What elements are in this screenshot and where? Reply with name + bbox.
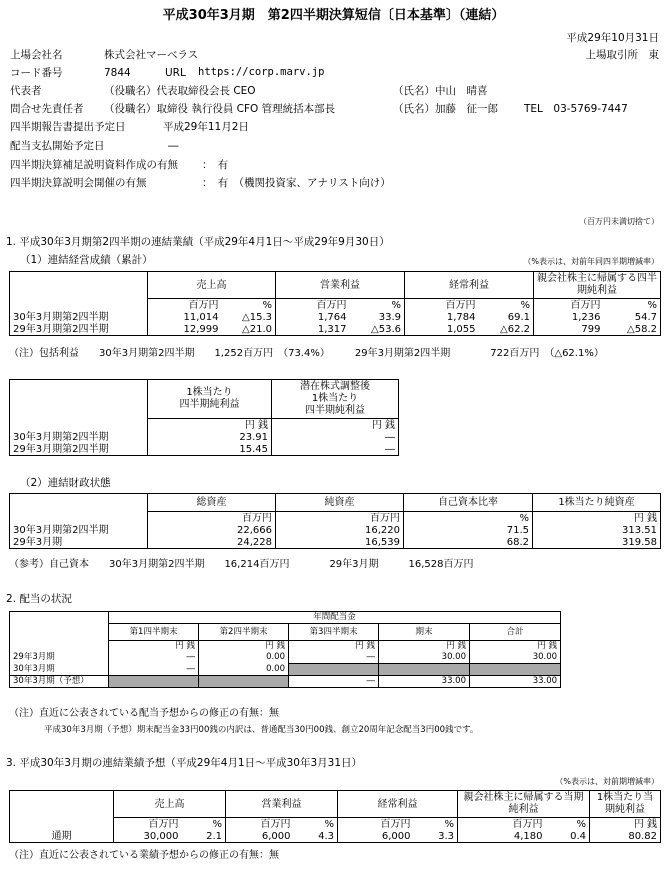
briefing-value: ： 有 （機関投資家、アナリスト向け）	[202, 177, 391, 189]
cell-q3: ―	[289, 652, 379, 664]
cell-eps: 23.91	[148, 431, 272, 443]
cell-ordinary-income: 6,000	[338, 830, 414, 843]
cell-diluted-eps: ―	[272, 443, 399, 456]
header-net-income: 親会社株主に帰属する四半期純利益	[534, 272, 661, 299]
dividend-breakdown-note: 平成30年3月期（予想）期末配当金33円00銭の内訳は、普通配当30円00銭、創立20周年記念配当3円00銭です。	[44, 725, 479, 735]
cell-ordinary-income: 1,784	[405, 311, 479, 323]
header-ordinary-income: 経常利益	[338, 791, 458, 818]
table-row	[10, 443, 399, 456]
document-title: 平成30年3月期 第2四半期決算短信〔日本基準〕（連結）	[162, 8, 505, 23]
unit-percent: %	[222, 299, 276, 312]
cell-ordinary-change: 69.1	[479, 311, 534, 323]
unit-percent: %	[604, 299, 661, 312]
cell-sales: 30,000	[114, 830, 182, 843]
report-date-label: 四半期報告書提出予定日	[10, 121, 126, 133]
stock-exchange: 上場取引所 東	[585, 49, 659, 61]
header-net-income: 親会社株主に帰属する当期純利益	[458, 791, 590, 818]
unit-yen-sen: 円 銭	[533, 512, 661, 525]
cell-net-assets: 16,539	[276, 536, 404, 549]
cell-bps: 313.51	[533, 524, 661, 536]
unit-yen-sen: 円 銭	[470, 641, 561, 653]
col-total: 合計	[470, 624, 561, 641]
dividend-table	[9, 611, 561, 688]
cell-operating-income: 1,764	[276, 311, 350, 323]
cell-total	[470, 664, 561, 676]
unit-mil-yen: 百万円	[405, 299, 479, 312]
unit-percent: %	[479, 299, 534, 312]
supplementary-value: ： 有	[202, 159, 229, 171]
unit-percent: %	[414, 818, 458, 831]
table-row	[10, 323, 661, 336]
cell-sales-change: 2.1	[182, 830, 226, 843]
cell-operating-change: △53.6	[350, 323, 405, 336]
cell-operating-income: 1,317	[276, 323, 350, 336]
cell-q2: 0.00	[199, 664, 289, 676]
cell-operating-change: 33.9	[350, 311, 405, 323]
row-label: 30年3月期（予想）	[10, 676, 109, 688]
unit-yen-sen: 円 銭	[590, 818, 661, 831]
unit-mil-yen: 百万円	[226, 818, 294, 831]
table-row	[10, 652, 561, 664]
table-row	[10, 664, 561, 676]
cell-eps: 80.82	[590, 830, 661, 843]
unit-mil-yen: 百万円	[276, 299, 350, 312]
unit-mil-yen: 百万円	[534, 299, 604, 312]
header-net-assets: 純資産	[276, 494, 404, 512]
unit-yen-sen: 円 銭	[272, 419, 399, 432]
cell-q2: 0.00	[199, 652, 289, 664]
unit-percent: %	[404, 512, 533, 525]
cell-sales-change: △15.3	[222, 311, 276, 323]
cell-net-income: 799	[534, 323, 604, 336]
unit-yen-sen: 円 銭	[109, 641, 199, 653]
cell-q1: ―	[109, 664, 199, 676]
contact-name: （氏名）加藤 征一郎	[393, 103, 498, 115]
section2-heading: 2. 配当の状況	[6, 593, 72, 605]
cell-year-end: 30.00	[379, 652, 470, 664]
equity-reference-note: （参考）自己資本 30年3月期第2四半期 16,214百万円 29年3月期 16,528百万円	[9, 559, 474, 570]
unit-yen-sen: 円 銭	[199, 641, 289, 653]
representative-label: 代表者	[10, 85, 42, 97]
eps-header-line1: 1株当たり	[186, 387, 233, 398]
header-sales: 売上高	[148, 272, 276, 299]
cell-ordinary-income: 1,055	[405, 323, 479, 336]
cell-sales-change: △21.0	[222, 323, 276, 336]
cell-net-change: △58.2	[604, 323, 661, 336]
cell-net-income: 1,236	[534, 311, 604, 323]
unit-yen-sen: 円 銭	[379, 641, 470, 653]
cell-total-assets: 22,666	[148, 524, 276, 536]
operating-results-note: （%表示は、対前年同四半期増減率）	[523, 257, 659, 266]
code-label: コード番号	[10, 67, 63, 79]
unit-mil-yen: 百万円	[148, 512, 276, 525]
cell-total: 33.00	[470, 676, 561, 688]
dividend-revision-note: （注）直近に公表されている配当予想からの修正の有無：無	[9, 708, 279, 719]
diluted-eps-header-line3: 四半期純利益	[305, 405, 365, 416]
cell-total: 30.00	[470, 652, 561, 664]
row-label: 29年3月期第2四半期	[10, 323, 148, 336]
section1-heading: 1. 平成30年3月期第2四半期の連結業績（平成29年4月1日～平成29年9月30日）	[6, 236, 390, 248]
cell-year-end: 33.00	[379, 676, 470, 688]
eps-header-line2: 四半期純利益	[179, 399, 240, 410]
unit-percent: %	[182, 818, 226, 831]
header-bps: 1株当たり純資産	[533, 494, 661, 512]
row-label: 29年3月期第2四半期	[10, 443, 148, 456]
cell-net-assets: 16,220	[276, 524, 404, 536]
cell-net-change: 54.7	[604, 311, 661, 323]
code-value: 7844	[104, 67, 131, 79]
table-row	[10, 311, 661, 323]
diluted-eps-header-line2: 1株当たり	[311, 393, 359, 404]
cell-sales: 11,014	[148, 311, 222, 323]
col-year-end: 期末	[379, 624, 470, 641]
forecast-revision-note: （注）直近に公表されている業績予想からの修正の有無：無	[9, 850, 279, 861]
row-label: 30年3月期第2四半期	[10, 311, 148, 323]
announcement-date: 平成29年10月31日	[566, 32, 659, 44]
cell-eps: 15.45	[148, 443, 272, 456]
header-eps: 1株当たり当期純利益	[590, 791, 661, 818]
cell-q3: ―	[289, 676, 379, 688]
col-q1-end: 第1四半期末	[109, 624, 199, 641]
diluted-eps-header-line1: 潜在株式調整後	[300, 381, 370, 392]
dividend-start-label: 配当支払開始予定日	[10, 140, 105, 152]
header-ordinary-income: 経常利益	[405, 272, 534, 299]
eps-table	[9, 379, 399, 456]
briefing-label: 四半期決算説明会開催の有無	[10, 177, 147, 189]
col-q2-end: 第2四半期末	[199, 624, 289, 641]
cell-operating-change: 4.3	[294, 830, 338, 843]
table-row	[10, 536, 661, 549]
cell-ordinary-change: △62.2	[479, 323, 534, 336]
cell-net-income: 4,180	[458, 830, 546, 843]
report-date-value: 平成29年11月2日	[163, 121, 249, 133]
cell-diluted-eps: ―	[272, 431, 399, 443]
header-operating-income: 営業利益	[226, 791, 338, 818]
cell-q3	[289, 664, 379, 676]
contact-tel: TEL 03-5769-7447	[524, 103, 628, 115]
url-link[interactable]: https://corp.marv.jp	[198, 66, 325, 78]
row-label: 29年3月期	[10, 652, 109, 664]
unit-mil-yen: 百万円	[338, 818, 414, 831]
col-q3-end: 第3四半期末	[289, 624, 379, 641]
header-equity-ratio: 自己資本比率	[404, 494, 533, 512]
row-label: 30年3月期	[10, 664, 109, 676]
header-total-assets: 総資産	[148, 494, 276, 512]
header-sales: 売上高	[114, 791, 226, 818]
cell-q1: ―	[109, 652, 199, 664]
table-row	[10, 431, 399, 443]
forecast-change-note: （%表示は、対前期増減率）	[555, 777, 659, 786]
company-name: 株式会社マーベラス	[104, 49, 199, 61]
unit-mil-yen: 百万円	[114, 818, 182, 831]
row-label: 29年3月期	[10, 536, 148, 549]
unit-mil-yen: 百万円	[458, 818, 546, 831]
supplementary-label: 四半期決算補足説明資料作成の有無	[10, 159, 178, 171]
table-row	[10, 676, 561, 688]
section3-heading: 3. 平成30年3月期の連結業績予想（平成29年4月1日～平成30年3月31日）	[6, 757, 363, 769]
row-label: 通期	[10, 830, 114, 843]
header-operating-income: 営業利益	[276, 272, 405, 299]
table-row	[10, 524, 661, 536]
row-label: 30年3月期第2四半期	[10, 524, 148, 536]
representative-name: （氏名）中山 晴喜	[393, 85, 488, 97]
row-label: 30年3月期第2四半期	[10, 431, 148, 443]
annual-dividend-header: 年間配当金	[109, 612, 561, 624]
cell-year-end	[379, 664, 470, 676]
unit-percent: %	[546, 818, 590, 831]
cell-bps: 319.58	[533, 536, 661, 549]
unit-yen-sen: 円 銭	[289, 641, 379, 653]
diluted-eps-header	[272, 380, 399, 419]
cell-q2	[199, 676, 289, 688]
contact-label: 問合せ先責任者	[10, 103, 84, 115]
financial-position-heading: （2）連結財政状態	[20, 477, 111, 489]
financial-position-table	[9, 493, 661, 549]
comprehensive-income-note: （注）包括利益 30年3月期第2四半期 1,252百万円 （73.4%） 29年3月期第2四半期 722百万円 （△62.1%）	[9, 348, 604, 359]
cell-net-change: 0.4	[546, 830, 590, 843]
operating-results-heading: （1）連結経営成績（累計）	[20, 254, 153, 266]
cell-operating-income: 6,000	[226, 830, 294, 843]
unit-percent: %	[350, 299, 405, 312]
cell-ordinary-change: 3.3	[414, 830, 458, 843]
dividend-start-value: ―	[168, 140, 179, 152]
listing-label: 上場会社名	[10, 49, 63, 61]
cell-q1	[109, 676, 199, 688]
cell-sales: 12,999	[148, 323, 222, 336]
rounding-note: （百万円未満切捨て）	[579, 217, 659, 226]
contact-title: （役職名）取締役 執行役員 CFO 管理統括本部長	[104, 103, 336, 115]
cell-equity-ratio: 71.5	[404, 524, 533, 536]
operating-results-table	[9, 271, 661, 336]
cell-equity-ratio: 68.2	[404, 536, 533, 549]
unit-percent: %	[294, 818, 338, 831]
unit-mil-yen: 百万円	[276, 512, 404, 525]
unit-mil-yen: 百万円	[148, 299, 222, 312]
representative-title: （役職名）代表取締役会長 CEO	[104, 85, 256, 97]
cell-total-assets: 24,228	[148, 536, 276, 549]
unit-yen-sen: 円 銭	[148, 419, 272, 432]
table-row	[10, 830, 661, 843]
eps-header	[148, 380, 272, 419]
forecast-table	[9, 790, 661, 843]
url-label: URL	[165, 67, 186, 79]
